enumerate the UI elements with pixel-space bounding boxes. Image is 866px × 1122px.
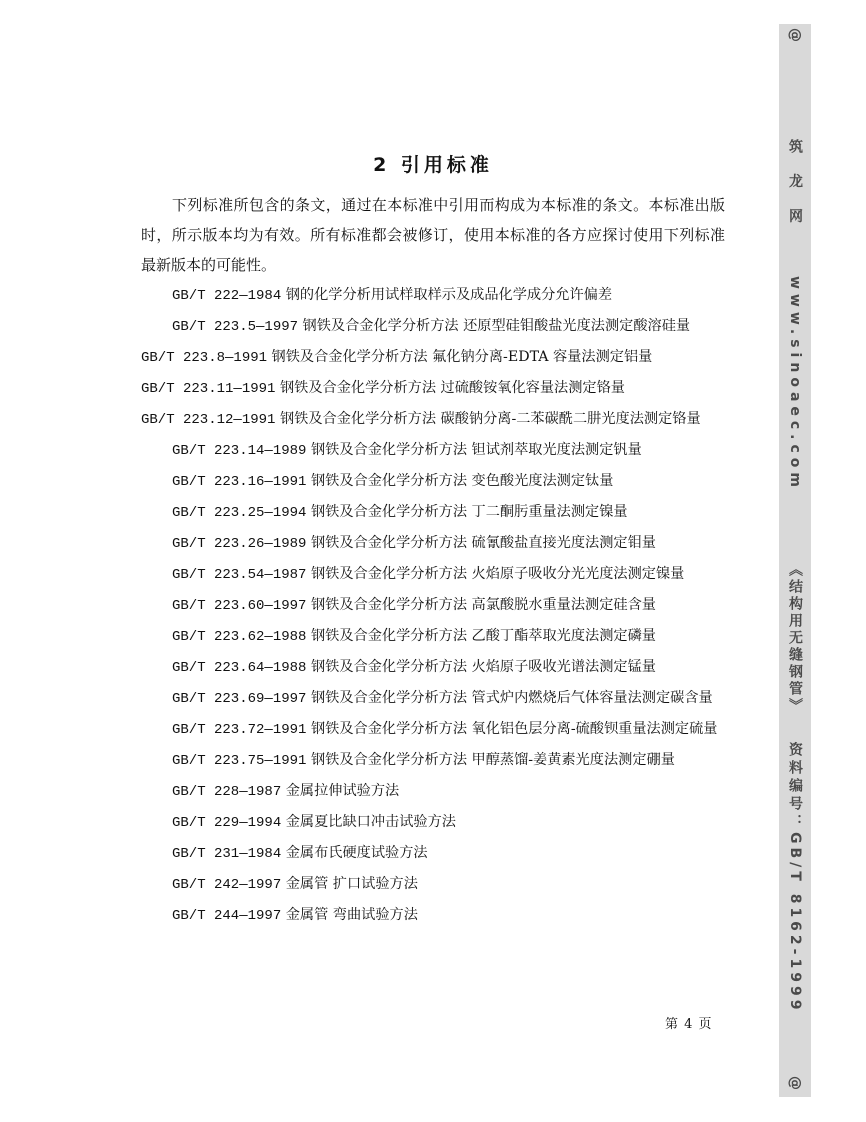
- reference-list: [141, 280, 725, 931]
- reference-item: GB/T 223.5—1997 钢铁及合金化学分析方法 还原型硅钼酸盐光度法测定酸溶硅量: [172, 318, 691, 335]
- reference-item: GB/T 223.54—1987 钢铁及合金化学分析方法 火焰原子吸收分光光度法测定镍量: [172, 566, 685, 583]
- reference-item: GB/T 231—1984 金属布氏硬度试验方法: [172, 845, 428, 862]
- reference-item: GB/T 223.64—1988 钢铁及合金化学分析方法 火焰原子吸收光谱法测定锰量: [172, 659, 656, 676]
- site-url: www.sinoaec.com: [787, 276, 803, 493]
- at-symbol-bottom: @: [787, 1076, 803, 1090]
- reference-item: GB/T 244—1997 金属管 弯曲试验方法: [172, 907, 418, 924]
- intro-paragraph: 下列标准所包含的条文，通过在本标准中引用而构成为本标准的条文。本标准出版时，所示版本均为有效。所有标准都会被修订，使用本标准的各方应探讨使用下列标准最新版本的可能性。: [141, 196, 725, 274]
- reference-item: GB/T 222—1984 钢的化学分析用试样取样示及成品化学成分允许偏差: [172, 287, 613, 304]
- section-title: 2 引用标准: [373, 154, 493, 176]
- watermark-sidebar: [779, 24, 811, 1097]
- reference-item: GB/T 223.60—1997 钢铁及合金化学分析方法 高氯酸脱水重量法测定硅含量: [172, 597, 656, 614]
- reference-item: GB/T 242—1997 金属管 扩口试验方法: [172, 876, 418, 893]
- reference-item: GB/T 223.25—1994 钢铁及合金化学分析方法 丁二酮肟重量法测定镍量: [172, 504, 628, 521]
- document-title: 《结构用无缝钢管》: [787, 562, 803, 715]
- document-code: 资料编号：GB/T 8162-1999: [787, 742, 803, 1014]
- reference-item: GB/T 223.16—1991 钢铁及合金化学分析方法 变色酸光度法测定钛量: [172, 473, 614, 490]
- reference-item: GB/T 223.75—1991 钢铁及合金化学分析方法 甲醇蒸馏-姜黄素光度法测定硼量: [172, 752, 675, 769]
- reference-item: GB/T 223.11—1991 钢铁及合金化学分析方法 过硫酸铵氧化容量法测定铬量: [141, 380, 625, 397]
- site-name: 筑 龙 网: [787, 139, 803, 231]
- reference-item: GB/T 223.69—1997 钢铁及合金化学分析方法 管式炉内燃烧后气体容量法测定碳含量: [172, 690, 713, 707]
- reference-item: GB/T 223.26—1989 钢铁及合金化学分析方法 硫氰酸盐直接光度法测定钼量: [172, 535, 656, 552]
- reference-item: GB/T 229—1994 金属夏比缺口冲击试验方法: [172, 814, 456, 831]
- reference-item: GB/T 223.72—1991 钢铁及合金化学分析方法 氧化铝色层分离-硫酸钡重量法测定硫量: [172, 721, 718, 738]
- reference-item: GB/T 223.8—1991 钢铁及合金化学分析方法 氟化钠分离-EDTA 容量法测定铝量: [141, 349, 653, 366]
- document-body: [141, 150, 725, 931]
- reference-item: GB/T 228—1987 金属拉伸试验方法: [172, 783, 400, 800]
- page-number: 第 4 页: [665, 1017, 713, 1032]
- reference-item: GB/T 223.14—1989 钢铁及合金化学分析方法 钽试剂萃取光度法测定钒量: [172, 442, 642, 459]
- at-symbol-top: @: [787, 28, 803, 42]
- reference-item: GB/T 223.62—1988 钢铁及合金化学分析方法 乙酸丁酯萃取光度法测定磷量: [172, 628, 656, 645]
- reference-item: GB/T 223.12—1991 钢铁及合金化学分析方法 碳酸钠分离-二苯碳酰二肼光度法测定铬量: [141, 411, 701, 428]
